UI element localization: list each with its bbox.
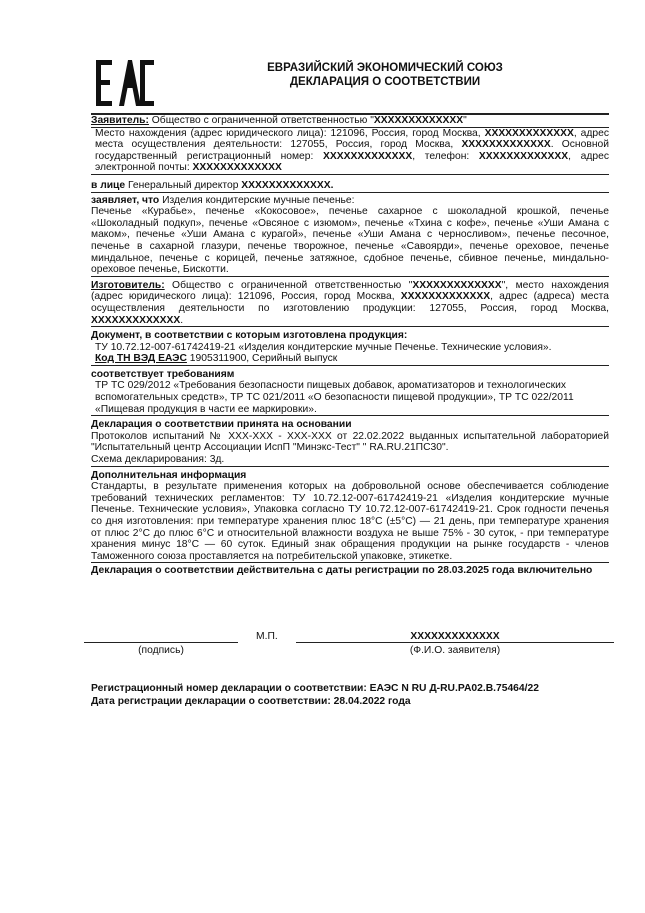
manufacturer-label: Изготовитель: xyxy=(91,279,165,291)
validity-section xyxy=(91,563,609,577)
signature-block xyxy=(84,630,616,660)
validity-text: Декларация о соответствии действительна с даты регистрации по 28.03.2025 года включительно xyxy=(91,565,593,577)
basis-label: Декларация о соответствии принята на основании xyxy=(91,419,352,431)
signature-line xyxy=(84,642,238,643)
manufacturer-text2: ", место нахождения (адрес юридического лица): 121096, Россия, город Москва, xyxy=(91,279,609,303)
name-line xyxy=(296,642,614,643)
manufacturer-text3: , адрес (адреса) места осуществления деятельности по изготовлению продукции: 127055, Россия, город Москва, xyxy=(91,291,610,314)
document-text: ТУ 10.72.12-007-61742419-21 «Изделия кондитерские мучные Печенье. Технические условия». xyxy=(95,341,552,353)
signature-caption: (подпись) xyxy=(138,645,184,656)
registration-number: Регистрационный номер декларации о соответствии: ЕАЭС N RU Д-RU.PA02.B.75464/22 xyxy=(91,683,539,694)
products-list: Печенье «Курабье», печенье «Кокосовое», печенье сахарное с шоколадной крошкой, печенье «Шоколадный подкуп», печенье «Овсяное с изюмом», печенье «Тхина с кофе», печенье «Уши Амана с маком», печенье «Уши Амана с курагой», печенье «Уши Амана с черносливом», печенье песочное, печенье в сахарной глазури, печенье творожное, печенье «Савоярди», печенье ореховое, печенье миндальное, печенье с корицей, печенье затяжное, сдобное печенье, сбивное печенье, миндально-ореховое печенье, Бискотти. xyxy=(91,206,609,276)
code-value: 1905311900, Серийный выпуск xyxy=(186,353,338,365)
additional-section xyxy=(91,467,609,564)
declaration-body xyxy=(91,113,609,577)
requirements-label: соответствует требованиям xyxy=(91,368,235,380)
header-union: ЕВРАЗИЙСКИЙ ЭКОНОМИЧЕСКИЙ СОЮЗ xyxy=(267,62,503,74)
declares-section xyxy=(91,193,609,277)
applicant-address-section xyxy=(91,128,609,175)
basis-text: Протоколов испытаний № XXX-XXX - XXX-XXX от 22.02.2022 выданных испытательной лабораторией "Испытательный центр Ассоциации ИспП "Минэкс-Тест" " RA.RU.21ПС30". xyxy=(91,430,609,454)
applicant-name-redacted: XXXXXXXXXXXXX xyxy=(373,115,464,126)
manufacturer-section xyxy=(91,277,609,327)
code-label: Код ТН ВЭД ЕАЭС xyxy=(95,353,187,365)
name-caption: (Ф.И.О. заявителя) xyxy=(409,645,501,656)
document-section xyxy=(91,327,609,366)
additional-label: Дополнительная информация xyxy=(91,469,247,481)
applicant-address2: , адрес места осуществления деятельности: 127055, Россия, город Москва, xyxy=(95,127,610,151)
requirements-section xyxy=(91,366,609,416)
header-title: ДЕКЛАРАЦИЯ О СООТВЕТСТВИИ xyxy=(289,76,481,88)
basis-section xyxy=(91,416,609,466)
applicant-email-redacted: XXXXXXXXXXXXX xyxy=(192,162,282,174)
document-label: Документ, в соответствии с которым изготовлена продукция: xyxy=(91,330,408,342)
basis-scheme: Схема декларирования: 3д. xyxy=(91,454,225,466)
applicant-ogrn-label: . Основной государственный регистрационный номер: xyxy=(95,139,609,162)
applicant-city-redacted: XXXXXXXXXXXXX xyxy=(484,127,574,139)
manufacturer-end: . xyxy=(180,314,184,326)
applicant-email-label: , адрес электронной почты: xyxy=(95,150,609,174)
applicant-name-end: " xyxy=(463,115,467,126)
declares-label: заявляет, что xyxy=(91,194,160,206)
person-section xyxy=(91,175,609,193)
additional-text: Стандарты, в результате применения которых на добровольной основе обеспечивается соблюдение требований технических регламентов: ТУ 10.72.12-007-61742419-21 «Изделия кондитерские мучные Печенье. Технические условия», Упаковка согласно ТУ 10.72.12-007-61742419-21. Срок годности печенья со дня изготовления: при температуре хранения плюс 18°С (±5°С) — 21 день, при температуре хранения от плюс 2°С до плюс 6°С и относительной влажности воздуха не выше 75% - 30 суток, - при температуре хранения минус 18°С — 60 суток. Единый знак обращения продукции на рынке государств - членов Таможенного союза проставляется на потребительской упаковке, этикетке. xyxy=(91,481,609,562)
applicant-phone-redacted: XXXXXXXXXXXXX xyxy=(478,150,569,162)
registration-block xyxy=(91,683,611,708)
applicant-ogrn-redacted: XXXXXXXXXXXXX xyxy=(323,150,413,162)
document-header xyxy=(225,61,545,89)
declares-text: Изделия кондитерские мучные печенье: xyxy=(159,194,355,206)
applicant-label: Заявитель: xyxy=(91,115,149,126)
signer-name: XXXXXXXXXXXXX xyxy=(410,631,500,642)
manufacturer-city2-redacted: XXXXXXXXXXXXX xyxy=(91,314,181,326)
applicant-address: Место нахождения (адрес юридического лица): 121096, Россия, город Москва, xyxy=(95,127,485,139)
person-label: в лице xyxy=(91,179,126,191)
manufacturer-city-redacted: XXXXXXXXXXXXX xyxy=(400,291,491,303)
eac-logo xyxy=(94,58,156,108)
applicant-name: Общество с ограниченной ответственностью " xyxy=(151,115,374,126)
applicant-phone-label: , телефон: xyxy=(412,150,479,162)
manufacturer-name-redacted: XXXXXXXXXXXXX xyxy=(412,279,502,291)
person-position: Генеральный директор xyxy=(125,179,242,191)
registration-date: Дата регистрации декларации о соответствии: 28.04.2022 года xyxy=(91,695,411,707)
applicant-city2-redacted: XXXXXXXXXXXXX xyxy=(461,139,551,151)
requirements-text: ТР ТС 029/2012 «Требования безопасности пищевых добавок, ароматизаторов и технологических вспомогательных средств», ТР ТС 021/2011 «О безопасности пищевой продукции», ТР ТС 022/2011 «Пищевая продукция в части ее маркировки». xyxy=(95,380,574,415)
stamp-place: М.П. xyxy=(256,631,278,642)
manufacturer-text: Общество с ограниченной ответственностью " xyxy=(164,279,413,291)
person-name-redacted: XXXXXXXXXXXXX. xyxy=(241,179,334,191)
applicant-section xyxy=(91,113,609,128)
